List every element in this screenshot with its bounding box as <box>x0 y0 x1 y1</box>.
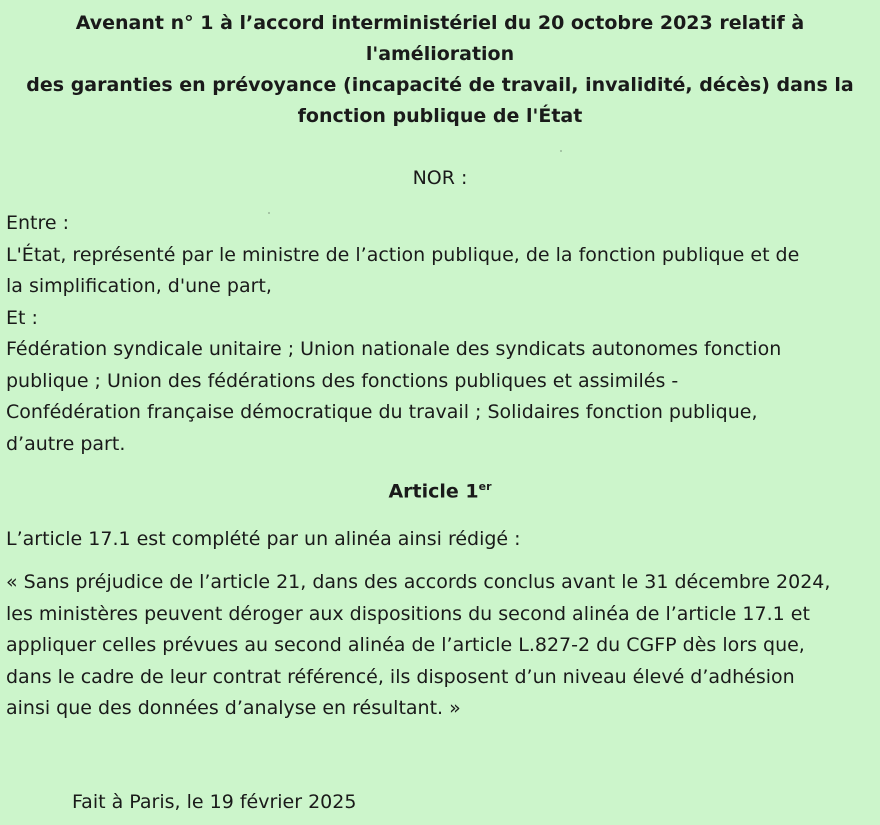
scan-speck <box>560 150 562 152</box>
title-line: fonction publique de l'État <box>297 105 583 127</box>
parties-block <box>6 208 874 460</box>
unions-party-line: Confédération française démocratique du travail ; Solidaires fonction publique, <box>6 401 758 423</box>
et-label: Et : <box>6 306 38 329</box>
quote-line: « Sans préjudice de l’article 21, dans des accords conclus avant le 31 décembre 2024, <box>6 571 831 593</box>
unions-party-line: Fédération syndicale unitaire ; Union nationale des syndicats autonomes fonction <box>6 338 782 360</box>
state-party-line: la simplification, d'une part, <box>6 275 272 297</box>
state-party-line: L'État, représenté par le ministre de l’action publique, de la fonction publique et de <box>6 243 800 266</box>
document-title <box>0 8 880 132</box>
article-heading <box>0 480 880 502</box>
nor-label: NOR : <box>412 167 468 189</box>
title-line: des garanties en prévoyance (incapacité de travail, invalidité, décès) dans la <box>26 74 854 96</box>
article-intro: L’article 17.1 est complété par un alinéa ainsi rédigé : <box>6 528 521 550</box>
article-quote <box>6 567 876 725</box>
scan-speck <box>268 212 270 214</box>
quote-line: ainsi que des données d’analyse en résultant. » <box>6 697 461 719</box>
quote-line: appliquer celles prévues au second alinéa de l’article L.827-2 du CGFP dès lors que, <box>6 634 805 656</box>
title-line: Avenant n° 1 à l’accord interministériel du 20 octobre 2023 relatif à l'amélioration <box>75 12 805 65</box>
article-heading-superscript: er <box>478 480 492 493</box>
signature-line: Fait à Paris, le 19 février 2025 <box>72 791 357 813</box>
unions-party-line: d’autre part. <box>6 432 126 455</box>
article-heading-text: Article 1 <box>388 480 479 503</box>
unions-party-line: publique ; Union des fédérations des fonctions publiques et assimilés - <box>6 369 679 392</box>
quote-line: dans le cadre de leur contrat référencé, ils disposent d’un niveau élevé d’adhésion <box>6 665 795 688</box>
quote-line: les ministères peuvent déroger aux dispositions du second alinéa de l’article 17.1 et <box>6 602 810 625</box>
entre-label: Entre : <box>6 212 70 234</box>
